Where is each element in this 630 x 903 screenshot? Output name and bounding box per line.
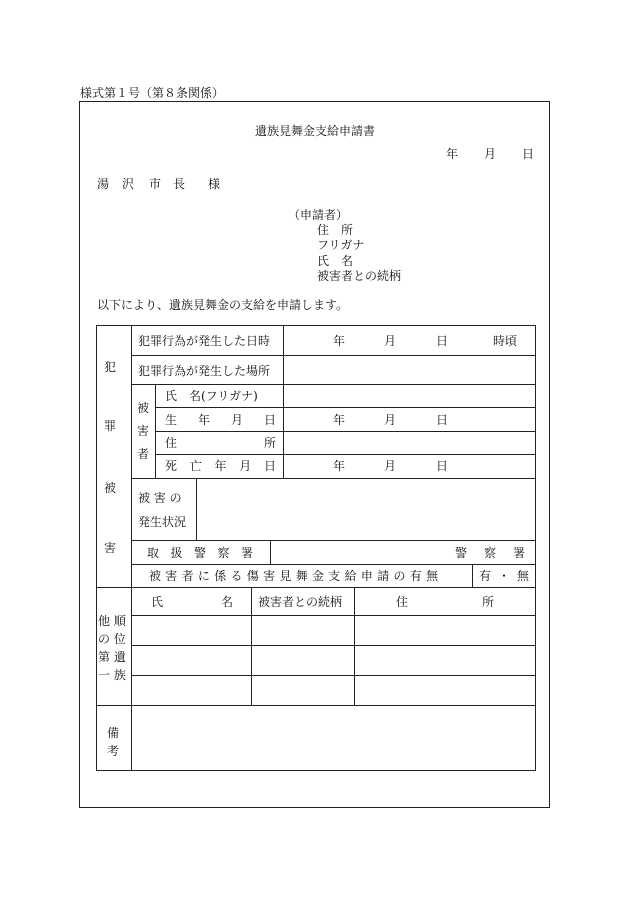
addressee-char: 湯 <box>97 177 110 191</box>
birthdate-label: 生 年 月 日 <box>165 413 276 427</box>
applicant-name-label: 氏 名 <box>317 254 354 268</box>
application-date <box>440 147 540 161</box>
application-statement: 以下により、遺族見舞金の支給を申請します。 <box>97 298 349 312</box>
birth-year: 年 <box>333 413 346 427</box>
addressee-honorific: 様 <box>208 177 221 191</box>
victim-address-label: 住 所 <box>165 436 276 450</box>
death-month: 月 <box>384 459 397 473</box>
injury-application-question: 被害者に係る傷害見舞金支給申請の有無 <box>149 569 443 583</box>
occurred-place-label: 犯罪行為が発生した場所 <box>138 364 271 378</box>
applicant-relation-label: 被害者との続柄 <box>317 269 402 283</box>
victim-side-char: 被 <box>137 401 150 415</box>
birth-day: 日 <box>436 413 449 427</box>
addressee-char: 沢 <box>122 177 135 191</box>
circumstances-label-line2: 発生状況 <box>138 515 187 529</box>
bereaved-side-label: 他 順 の 位 第 遺 一 族 <box>98 614 126 682</box>
crime-side-char: 罪 <box>104 419 117 433</box>
circumstances-label-line1: 被 害 の <box>138 491 182 505</box>
remarks-label-char: 備 <box>107 726 120 740</box>
police-station-label: 取 扱 警 察 署 <box>147 546 253 560</box>
birth-month: 月 <box>384 413 397 427</box>
crime-side-char: 犯 <box>104 360 117 374</box>
applicant-address-label: 住 所 <box>317 223 354 237</box>
remarks-label-char: 考 <box>107 744 120 758</box>
death-date-label: 死 亡 年 月 日 <box>165 459 276 473</box>
col-header-relation: 被害者との続柄 <box>258 595 343 609</box>
col-header-name: 氏 名 <box>151 595 233 609</box>
occurred-datetime-label: 犯罪行為が発生した日時 <box>138 334 271 348</box>
victim-name-label: 氏 名(フリガナ) <box>165 389 258 403</box>
form-title: 遺族見舞金支給申請書 <box>254 124 375 138</box>
datetime-year: 年 <box>333 334 346 348</box>
victim-side-char: 者 <box>137 447 150 461</box>
crime-side-char: 被 <box>104 481 117 495</box>
form-number-label: 様式第１号（第８条関係） <box>80 86 225 100</box>
date-month: 月 <box>484 147 497 161</box>
col-header-address: 住 所 <box>396 595 494 609</box>
date-day: 日 <box>522 147 535 161</box>
addressee-char: 長 <box>173 177 186 191</box>
crime-side-char: 害 <box>104 541 117 555</box>
applicant-furigana-label: フリガナ <box>317 238 365 252</box>
injury-yes-no: 有 ・ 無 <box>479 569 529 583</box>
datetime-day: 日 <box>436 334 449 348</box>
datetime-month: 月 <box>384 334 397 348</box>
date-year: 年 <box>446 147 459 161</box>
datetime-hour: 時頃 <box>493 334 518 348</box>
addressee-char: 市 <box>149 177 162 191</box>
addressee <box>95 177 235 191</box>
police-station-suffix: 警 察 署 <box>455 546 525 560</box>
victim-side-char: 害 <box>137 424 150 438</box>
applicant-heading: （申請者） <box>288 208 349 222</box>
death-year: 年 <box>333 459 346 473</box>
death-day: 日 <box>436 459 449 473</box>
